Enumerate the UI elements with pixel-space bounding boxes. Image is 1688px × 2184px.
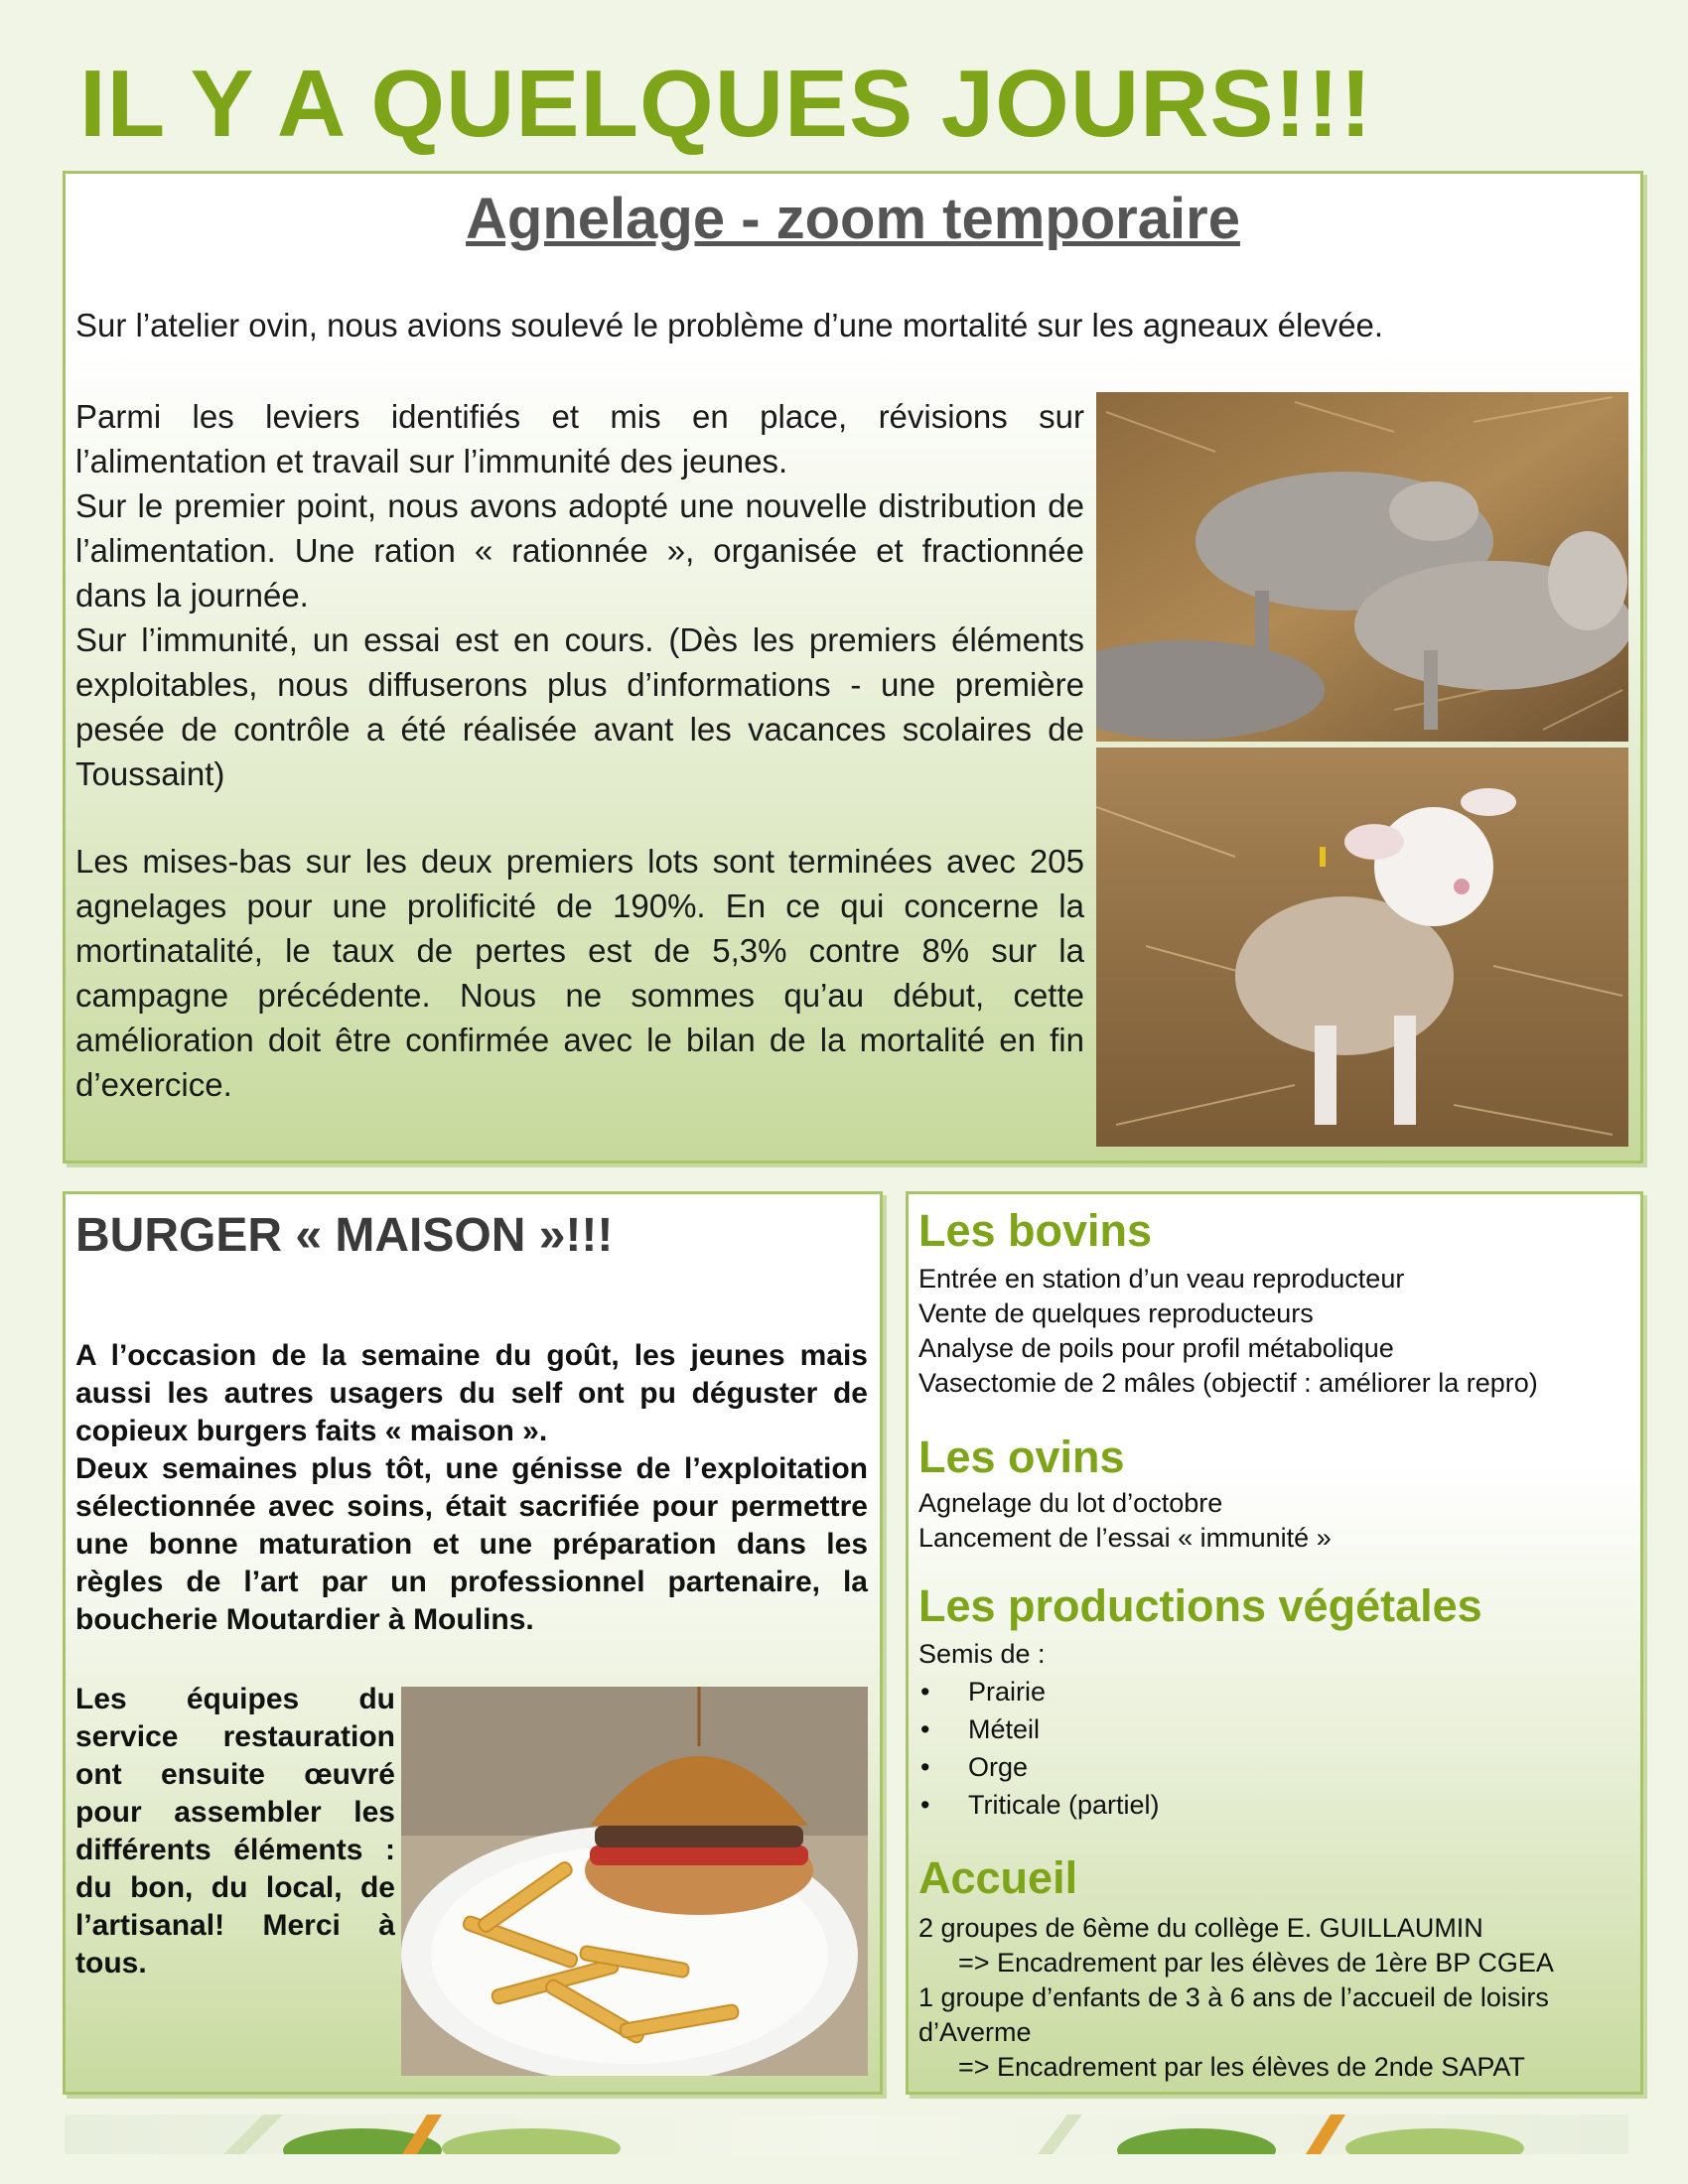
burger-section	[63, 1191, 883, 2095]
list-item: • Triticale (partiel)	[918, 1786, 1160, 1824]
lambs-photo	[1096, 392, 1628, 742]
news-section	[906, 1191, 1643, 2095]
page-title: IL Y A QUELQUES JOURS!!!	[79, 51, 1373, 157]
list-item: Lancement de l’essai « immunité »	[918, 1523, 1332, 1553]
agnelage-intro: Sur l’atelier ovin, nous avions soulevé le problème d’une mortalité sur les agneaux élevée.	[75, 307, 1384, 343]
footer-decoration	[65, 2115, 1628, 2154]
bovins-title: Les bovins	[918, 1205, 1153, 1256]
lamb-photo	[1096, 748, 1628, 1147]
burger-photo	[401, 1687, 868, 2076]
accueil-block	[918, 1911, 1633, 2085]
agnelage-section	[63, 171, 1643, 1163]
list-item: Entrée en station d’un veau reproducteur	[918, 1264, 1405, 1294]
ovins-title: Les ovins	[918, 1432, 1125, 1482]
ovins-list	[918, 1486, 1332, 1556]
list-item: Analyse de poils pour profil métabolique	[918, 1333, 1394, 1363]
vegetales-list	[918, 1673, 1160, 1824]
accueil-line: 2 groupes de 6ème du collège E. GUILLAUMIN	[918, 1913, 1483, 1943]
agnelage-first-point: Sur le premier point, nous avons adopté une nouvelle distribution de l’alimentation. Une ration « rationnée », organisée et fractionnée dans la journée.	[75, 487, 1084, 614]
agnelage-levers: Parmi les leviers identifiés et mis en place, révisions sur l’alimentation et travail sur l’immunité des jeunes.	[75, 398, 1084, 479]
burger-text-block	[75, 1337, 868, 1639]
agnelage-immunity: Sur l’immunité, un essai est en cours. (Dès les premiers éléments exploitables, nous diffuserons plus d’informations - une première pesée de contrôle a été réalisée avant les vacances scolaires de Toussaint)	[75, 621, 1084, 792]
list-item: • Orge	[918, 1748, 1160, 1786]
accueil-line: => Encadrement par les élèves de 1ère BP CGEA	[958, 1948, 1554, 1978]
agnelage-births: Les mises-bas sur les deux premiers lots sont terminées avec 205 agnelages pour une prolificité de 190%. En ce qui concerne la mortinatalité, le taux de pertes est de 5,3% contre 8% sur la campagne précédente. Nous ne sommes qu’au début, cette amélioration doit être confirmée avec le bilan de la mortalité en fin d’exercice.	[75, 843, 1084, 1103]
list-item: Vente de quelques reproducteurs	[918, 1298, 1314, 1328]
agnelage-title: Agnelage - zoom temporaire	[466, 187, 1240, 251]
burger-paragraph-2: Deux semaines plus tôt, une génisse de l’exploitation sélectionnée avec soins, était sacrifiée pour permettre une bonne maturation et une préparation dans les règles de l’art par un professionnel partenaire, la boucherie Moutardier à Moulins.	[75, 1452, 868, 1636]
vegetales-title: Les productions végétales	[918, 1580, 1482, 1631]
accueil-line: => Encadrement par les élèves de 2nde SAPAT	[958, 2052, 1525, 2082]
list-item: Agnelage du lot d’octobre	[918, 1488, 1223, 1518]
burger-paragraph-3: Les équipes du service restauration ont ensuite œuvré pour assembler les différents éléments : du bon, du local, de l’artisanal! Merci à tous.	[75, 1683, 395, 1979]
list-item: Vasectomie de 2 mâles (objectif : améliorer la repro)	[918, 1368, 1538, 1398]
vegetales-intro: Semis de :	[918, 1639, 1046, 1669]
burger-paragraph-1: A l’occasion de la semaine du goût, les jeunes mais aussi les autres usagers du self ont pu déguster de copieux burgers faits « maison ».	[75, 1339, 868, 1447]
list-item: • Méteil	[918, 1710, 1160, 1748]
burger-title: BURGER « MAISON »!!!	[75, 1209, 614, 1262]
accueil-line: 1 groupe d’enfants de 3 à 6 ans de l’accueil de loisirs d’Averme	[918, 1982, 1549, 2047]
accueil-title: Accueil	[918, 1852, 1078, 1903]
agnelage-levers-block	[75, 394, 1084, 796]
list-item: • Prairie	[918, 1673, 1160, 1710]
bovins-list	[918, 1262, 1538, 1401]
